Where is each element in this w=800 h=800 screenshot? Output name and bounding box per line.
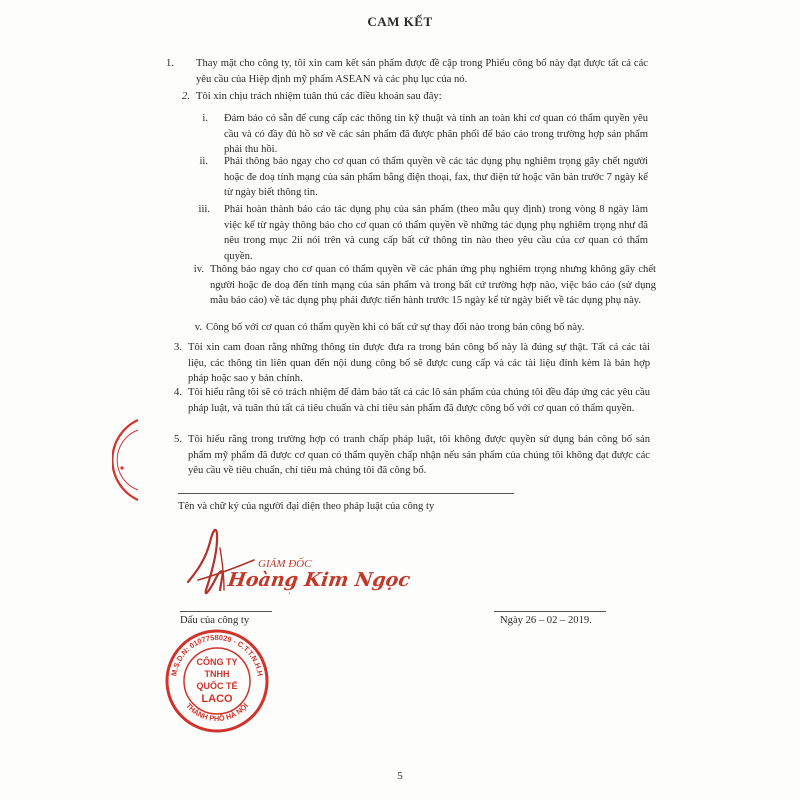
subitem-marker: v. bbox=[194, 322, 202, 333]
item-marker: 1. bbox=[166, 58, 174, 69]
subitem-marker: i. bbox=[202, 113, 208, 124]
signatory-position: GIÁM ĐỐC bbox=[258, 558, 312, 570]
subitem-marker: iii. bbox=[198, 204, 210, 215]
date-rule bbox=[494, 611, 606, 612]
item-4-text: Tôi hiểu rằng tôi sẽ có trách nhiệm để đảm bảo tất cả các lô sản phẩm của chúng tôi đều đáp ứng các yêu cầu pháp luật, và tuân thủ tất cả tiêu chuẩn và chỉ tiêu sản phẩm đã được công bố với cơ quan có thẩm quyền. bbox=[188, 387, 650, 414]
subitem-v-text: Công bố với cơ quan có thẩm quyền khi có bất cứ sự thay đổi nào trong bản công bố này. bbox=[206, 322, 585, 333]
signature-rule bbox=[178, 493, 514, 494]
subitem-ii-text: Phải thông báo ngay cho cơ quan có thẩm quyền về các tác dụng phụ nghiêm trọng gây chết người hoặc đe doạ tính mạng của sản phẩm bằng điện thoại, fax, thư điện tử hoặc văn bản trước 7 ngày kể từ ngày biết thông tin. bbox=[224, 156, 648, 199]
seal-ring-bottom-text: THÀNH PHỐ HÀ NỘI bbox=[184, 701, 250, 724]
seal-caption: Dấu của công ty bbox=[180, 615, 250, 626]
partial-edge-seal bbox=[112, 418, 140, 502]
document-date: Ngày 26 – 02 – 2019. bbox=[500, 615, 592, 626]
signature-caption: Tên và chữ ký của người đại diện theo pháp luật của công ty bbox=[178, 501, 435, 512]
page-number: 5 bbox=[397, 770, 403, 782]
item-3-text: Tôi xin cam đoan rằng những thông tin được đưa ra trong bản công bố này là đúng sự thật. Tất cả các tài liệu, các thông tin liên quan đến nội dung công bố sẽ được cung cấp và các tài liệu đính kèm là bản hợp pháp hoặc sao y bản chính. bbox=[188, 342, 650, 385]
item-5-text: Tôi hiểu rằng trong trường hợp có tranh chấp pháp luật, tôi không được quyền sử dụng bản công bố sản phẩm mỹ phẩm đã được cơ quan có thẩm quyền chấp nhận nếu sản phẩm của chúng tôi không đạt được các yêu cầu về tiêu chuẩn, chỉ tiêu mà chúng tôi đã công bố. bbox=[188, 434, 650, 477]
seal-ring-text: M.S.D.N: 0107758029 - C.T.T.N.H.H bbox=[169, 632, 265, 677]
company-seal bbox=[164, 628, 270, 734]
subitem-i-text: Đảm bảo có sẵn để cung cấp các thông tin kỹ thuật và tính an toàn khi cơ quan có thẩm quyền yêu cầu và có đầy đủ hồ sơ về các sản phẩm đã được phân phối để báo cáo trong trường hợp sản phẩm phải thu hồi. bbox=[224, 113, 648, 156]
signatory-name: Hoàng Kim Ngọc bbox=[226, 569, 412, 591]
subitem-iii-text: Phải hoàn thành báo cáo tác dụng phụ của sản phẩm (theo mẫu quy định) trong vòng 8 ngày làm việc kể từ ngày thông báo cho cơ quan có thẩm quyền về những tác dụng phụ nghiêm trọng như đã nêu trong mục 2ii nói trên và cung cấp bất cứ thông tin nào theo yêu cầu của cơ quan có thẩm quyền. bbox=[224, 204, 648, 262]
item-marker: 3. bbox=[174, 342, 182, 353]
document-title: CAM KẾT bbox=[367, 14, 433, 29]
signature-flourish: ʼ bbox=[288, 591, 291, 600]
item-marker: 2. bbox=[182, 91, 190, 102]
item-1-text: Thay mặt cho công ty, tôi xin cam kết sản phẩm được đề cập trong Phiếu công bố này đạt được tất cả các yêu cầu của Hiệp định mỹ phẩm ASEAN và các phụ lục của nó. bbox=[196, 58, 648, 85]
seal-line-4: LACO bbox=[201, 693, 233, 705]
subitem-marker: iv. bbox=[193, 264, 204, 275]
subitem-iv-text: Thông báo ngay cho cơ quan có thẩm quyền về các phản ứng phụ nghiêm trọng nhưng không gây chết người hoặc đe doạ đến tính mạng của sản phẩm và trong bất cứ trường hợp nào, việc báo cáo (sử dụng mẫu báo cáo) về tác dụng phụ phải được tiến hành trước 15 ngày kể từ ngày biết về tác dụng phụ này. bbox=[210, 264, 656, 307]
subitem-marker: ii. bbox=[199, 156, 208, 167]
seal-rule bbox=[180, 611, 272, 612]
seal-line-1: CÔNG TY bbox=[196, 657, 238, 667]
item-marker: 4. bbox=[174, 387, 182, 398]
item-marker: 5. bbox=[174, 434, 182, 445]
seal-line-2: TNHH bbox=[204, 669, 230, 679]
seal-line-3: QUỐC TẾ bbox=[196, 681, 238, 691]
item-2-text: Tôi xin chịu trách nhiệm tuân thủ các điều khoản sau đây: bbox=[196, 91, 442, 102]
